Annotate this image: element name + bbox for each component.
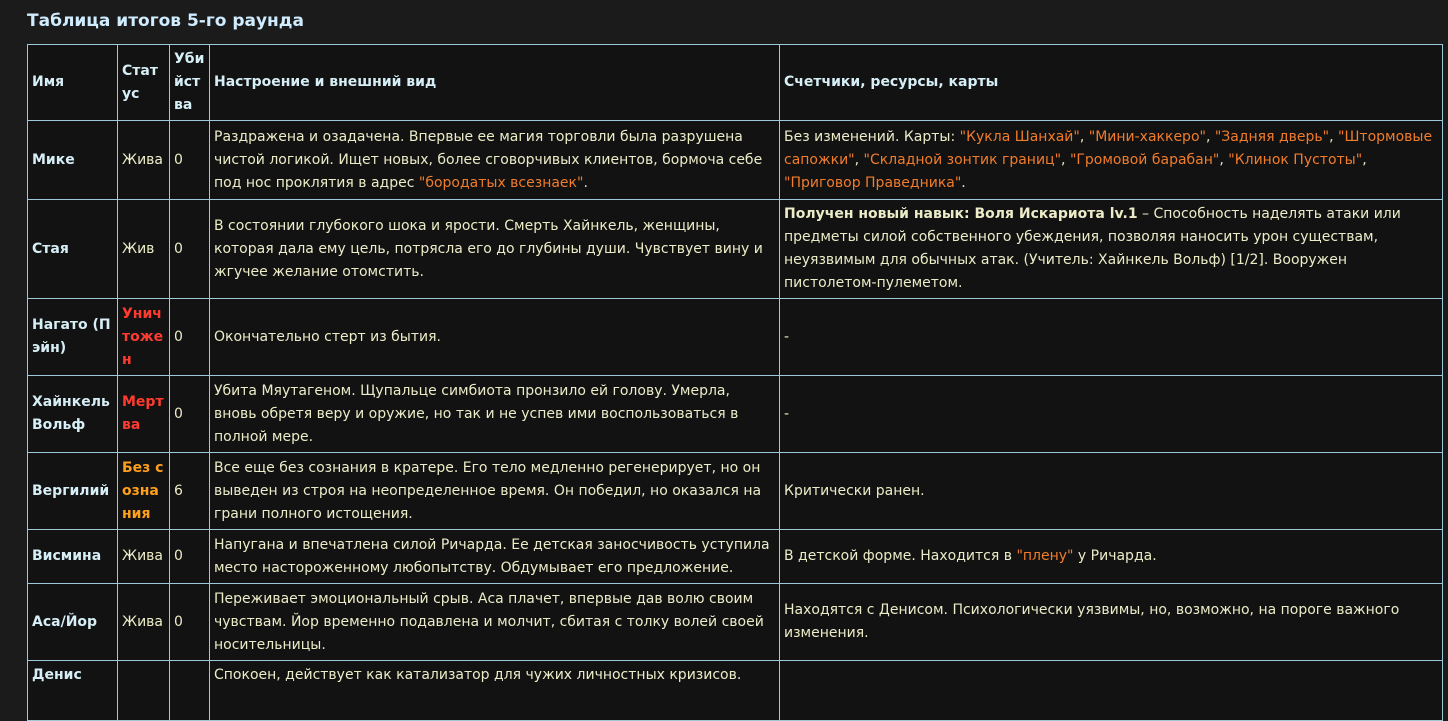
table-row <box>28 584 1443 661</box>
page-title: Таблица итогов 5-го раунда <box>27 11 305 31</box>
table-row <box>28 376 1443 453</box>
cell-counters: - <box>780 299 1443 376</box>
card-name: "Приговор Праведника" <box>784 174 962 191</box>
cell-status: Без сознания <box>118 453 170 530</box>
card-name: "Клинок Пустоты" <box>1228 151 1363 168</box>
mood-highlight: "бородатых всезнаек" <box>418 174 584 191</box>
cell-mood: Все еще без сознания в кратере. Его тело медленно регенерирует, но он выведен из строя на неопределенное время. Он победил, но оказался на грани полного истощения. <box>210 453 780 530</box>
counters-highlight: "плену" <box>1016 548 1074 564</box>
cell-kills <box>170 661 210 721</box>
cell-mood <box>210 121 780 200</box>
counters-text: Без изменений. Карты: <box>784 128 960 145</box>
cell-counters <box>780 530 1443 584</box>
content-area <box>27 8 1443 721</box>
cell-mood: Переживает эмоциональный срыв. Аса плачет, впервые дав волю своим чувствам. Йор временно подавлена и молчит, сбитая с толку волей своей носительницы. <box>210 584 780 661</box>
table-row <box>28 200 1443 299</box>
header-status: Статус <box>118 45 170 121</box>
cell-name: Денис <box>28 661 118 721</box>
cell-name: Висмина <box>28 530 118 584</box>
cell-counters: Без изменений. Карты: "Кукла Шанхай", "Мини-хаккеро", "Задняя дверь", "Штормовые сапожки", "Складной зонтик границ", "Громовой барабан", "Клинок Пустоты", "Приговор Праведника". <box>780 121 1443 200</box>
cell-kills: 0 <box>170 299 210 376</box>
cell-kills: 0 <box>170 530 210 584</box>
cell-status: Жива <box>118 121 170 200</box>
cell-status: Уничтожен <box>118 299 170 376</box>
table-row <box>28 299 1443 376</box>
cell-kills: 0 <box>170 584 210 661</box>
card-name: "Штормовые сапожки" <box>784 128 1433 168</box>
cell-status: Мертва <box>118 376 170 453</box>
table-header-row <box>28 45 1443 121</box>
card-name: "Задняя дверь" <box>1214 128 1330 145</box>
skill-title: Получен новый навык: Воля Искариота lv.1 <box>784 206 1138 222</box>
cell-kills: 0 <box>170 121 210 200</box>
mood-text-end: . <box>583 174 588 191</box>
cell-status: Жив <box>118 200 170 299</box>
skill-description: – Способность наделять атаки или предметы силой собственного убеждения, позволяя наносить урон существам, неуязвимым для обычных атак. (Учитель: Хайнкель Вольф) [1/2]. Вооружен пистолетом-пулеметом. <box>784 206 1401 291</box>
results-table <box>27 44 1443 721</box>
cell-kills: 0 <box>170 200 210 299</box>
cell-mood: Спокоен, действует как катализатор для чужих личностных кризисов. <box>210 661 780 721</box>
card-name: "Складной зонтик границ" <box>863 151 1062 168</box>
counters-text-end: . <box>961 174 966 191</box>
cell-status: Жива <box>118 530 170 584</box>
cell-name: Хайнкель Вольф <box>28 376 118 453</box>
cell-mood: Убита Мяутагеном. Щупальце симбиота пронзило ей голову. Умерла, вновь обретя веру и оружие, но так и не успев ими воспользоваться в полной мере. <box>210 376 780 453</box>
cell-name: Вергилий <box>28 453 118 530</box>
table-row <box>28 661 1443 721</box>
card-name: "Мини-хаккеро" <box>1088 128 1206 145</box>
cell-status <box>118 661 170 721</box>
cell-mood: Окончательно стерт из бытия. <box>210 299 780 376</box>
cell-name: Мике <box>28 121 118 200</box>
cell-counters <box>780 200 1443 299</box>
header-name: Имя <box>28 45 118 121</box>
cell-name: Аса/Йор <box>28 584 118 661</box>
cell-status: Жива <box>118 584 170 661</box>
cell-counters <box>780 661 1443 721</box>
cell-counters: - <box>780 376 1443 453</box>
mood-text: Раздражена и озадачена. Впервые ее магия торговли была разрушена чистой логикой. Ищет новых, более сговорчивых клиентов, бормоча себе под нос проклятия в адрес <box>214 128 763 191</box>
cell-kills: 6 <box>170 453 210 530</box>
card-name: "Громовой барабан" <box>1069 151 1220 168</box>
table-row <box>28 121 1443 200</box>
cell-mood: Напугана и впечатлена силой Ричарда. Ее детская заносчивость уступила место настороженному любопытству. Обдумывает его предложение. <box>210 530 780 584</box>
header-mood: Настроение и внешний вид <box>210 45 780 121</box>
header-kills: Убийства <box>170 45 210 121</box>
counters-text: В детской форме. Находится в <box>784 548 1017 564</box>
counters-text-end: у Ричарда. <box>1073 548 1157 564</box>
cell-name: Стая <box>28 200 118 299</box>
cell-kills: 0 <box>170 376 210 453</box>
cell-mood: В состоянии глубокого шока и ярости. Смерть Хайнкель, женщины, которая дала ему цель, потрясла его до глубины души. Чувствует вину и жгучее желание отомстить. <box>210 200 780 299</box>
cell-counters: Находятся с Денисом. Психологически уязвимы, но, возможно, на пороге важного изменения. <box>780 584 1443 661</box>
table-row <box>28 530 1443 584</box>
table-row <box>28 453 1443 530</box>
header-counters: Счетчики, ресурсы, карты <box>780 45 1443 121</box>
cell-name: Нагато (Пэйн) <box>28 299 118 376</box>
card-name: "Кукла Шанхай" <box>959 128 1080 145</box>
cell-counters: Критически ранен. <box>780 453 1443 530</box>
